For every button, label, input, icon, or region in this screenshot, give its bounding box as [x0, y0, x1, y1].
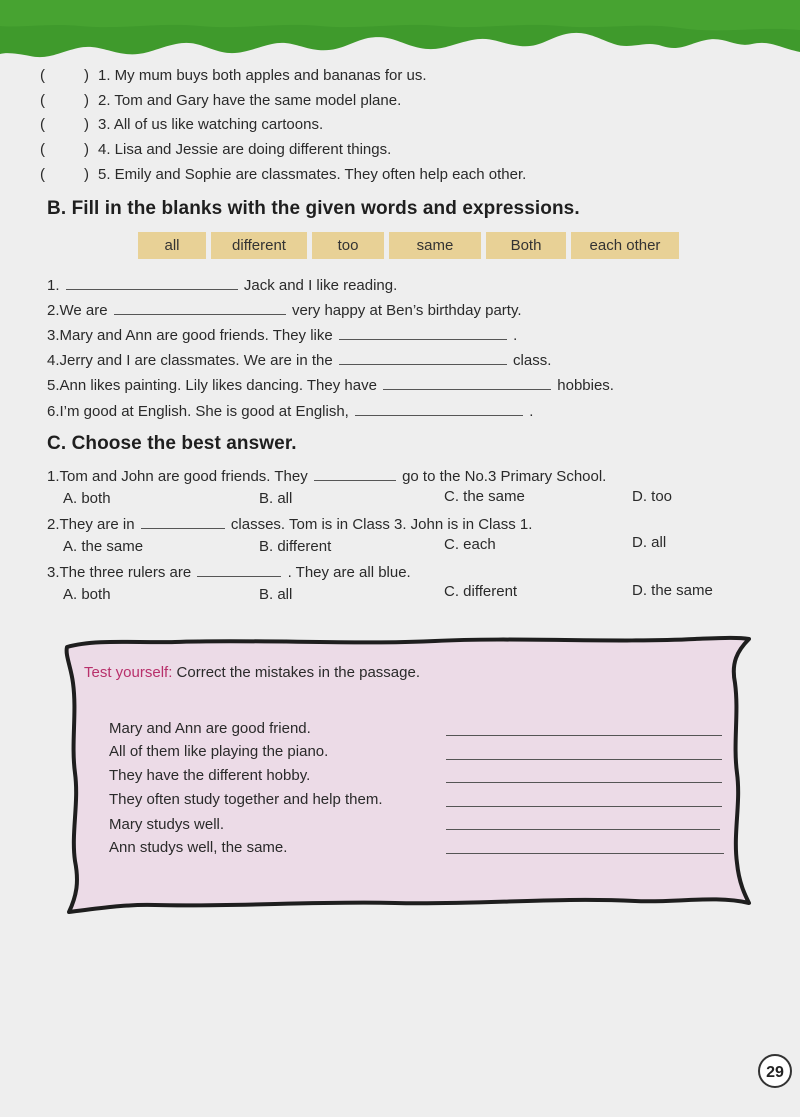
question-suffix: go to the No.3 Primary School.: [402, 468, 607, 485]
fill-suffix: class.: [513, 352, 552, 369]
option-d[interactable]: D. all: [632, 534, 667, 551]
correction-blank[interactable]: [446, 829, 720, 830]
answer-paren-open[interactable]: (: [40, 141, 45, 159]
fill-prefix: 5.Ann likes painting. Lily likes dancing. They have: [47, 377, 377, 394]
answer-paren-close: ): [84, 165, 89, 183]
list-item: [40, 163, 526, 188]
fill-suffix: .: [513, 327, 518, 344]
fill-item: [47, 273, 397, 293]
correction-blank[interactable]: [446, 759, 722, 760]
statement-text: 3. All of us like watching cartoons.: [98, 116, 324, 134]
correction-blank[interactable]: [446, 853, 724, 854]
answer-paren-close: ): [84, 67, 89, 84]
fill-prefix: 4.Jerry and I are classmates. We are in the: [47, 352, 333, 369]
statement-text: 2. Tom and Gary have the same model plane.: [98, 91, 402, 109]
question-prefix: 2.They are in: [47, 516, 135, 533]
section-b-heading: B. Fill in the blanks with the given words and expressions.: [47, 198, 580, 219]
answer-paren-close: ): [84, 141, 89, 159]
statement-text: 4. Lisa and Jessie are doing different things.: [98, 141, 392, 159]
fill-suffix: Jack and I like reading.: [243, 277, 398, 294]
option-b[interactable]: B. different: [259, 538, 332, 555]
word-chip: all: [138, 232, 206, 259]
passage-line: All of them like playing the piano.: [109, 743, 329, 760]
fill-item: [47, 348, 551, 368]
answer-blank[interactable]: [141, 512, 225, 529]
word-chip: each other: [571, 232, 679, 259]
answer-blank[interactable]: [355, 399, 523, 416]
word-chip: too: [312, 232, 384, 259]
answer-blank[interactable]: [314, 464, 396, 481]
fill-suffix: .: [529, 403, 534, 420]
word-chip: different: [211, 232, 307, 259]
test-yourself-instruction: Correct the mistakes in the passage.: [176, 664, 420, 681]
fill-suffix: very happy at Ben’s birthday party.: [291, 302, 522, 319]
question-suffix: classes. Tom is in Class 3. John is in Class 1.: [230, 516, 533, 533]
true-false-list: [40, 64, 526, 187]
fill-item: [47, 323, 517, 343]
fill-prefix: 3.Mary and Ann are good friends. They like: [47, 327, 333, 344]
answer-blank[interactable]: [197, 560, 281, 577]
test-yourself-title: [84, 664, 420, 681]
option-c[interactable]: C. each: [444, 536, 496, 553]
option-d[interactable]: D. too: [632, 488, 673, 505]
statement-text: 1. My mum buys both apples and bananas for us.: [98, 67, 427, 84]
list-item: [40, 113, 526, 138]
fill-item: [47, 373, 614, 393]
question: [47, 512, 532, 532]
answer-blank[interactable]: [339, 348, 507, 365]
answer-blank[interactable]: [114, 298, 286, 315]
answer-paren-open[interactable]: (: [40, 116, 45, 134]
test-yourself-label: Test yourself:: [84, 664, 173, 681]
fill-item: [47, 399, 533, 419]
passage-line: Mary studys well.: [109, 816, 225, 833]
answer-paren-open[interactable]: (: [40, 165, 45, 183]
answer-paren-open[interactable]: (: [40, 91, 45, 109]
passage-line: They have the different hobby.: [109, 767, 311, 784]
answer-blank[interactable]: [339, 323, 507, 340]
correction-blank[interactable]: [446, 806, 722, 807]
fill-item: [47, 298, 522, 318]
question: [47, 464, 606, 484]
section-c-heading: C. Choose the best answer.: [47, 433, 297, 454]
option-c[interactable]: C. the same: [444, 488, 525, 505]
option-b[interactable]: B. all: [259, 490, 293, 507]
passage-line: They often study together and help them.: [109, 791, 383, 808]
question-suffix: . They are all blue.: [287, 564, 411, 581]
fill-prefix: 1.: [47, 277, 60, 294]
list-item: [40, 89, 526, 114]
answer-blank[interactable]: [383, 373, 551, 390]
passage-line: Mary and Ann are good friend.: [109, 720, 311, 737]
answer-paren-open[interactable]: (: [40, 67, 45, 84]
list-item: [40, 138, 526, 163]
answer-paren-close: ): [84, 116, 89, 134]
list-item: [40, 64, 526, 89]
option-c[interactable]: C. different: [444, 583, 518, 600]
fill-prefix: 2.We are: [47, 302, 108, 319]
option-a[interactable]: A. both: [63, 490, 111, 507]
question: [47, 560, 411, 580]
option-b[interactable]: B. all: [259, 586, 293, 603]
passage-line: Ann studys well, the same.: [109, 839, 288, 856]
statement-text: 5. Emily and Sophie are classmates. They often help each other.: [98, 165, 527, 183]
correction-blank[interactable]: [446, 782, 722, 783]
answer-paren-close: ): [84, 91, 89, 109]
question-prefix: 3.The three rulers are: [47, 564, 192, 581]
fill-suffix: hobbies.: [557, 377, 614, 394]
answer-blank[interactable]: [66, 273, 238, 290]
option-a[interactable]: A. the same: [63, 538, 144, 555]
word-chip: same: [389, 232, 481, 259]
correction-blank[interactable]: [446, 735, 722, 736]
question-prefix: 1.Tom and John are good friends. They: [47, 468, 308, 485]
fill-prefix: 6.I’m good at English. She is good at English,: [47, 403, 349, 420]
option-a[interactable]: A. both: [63, 586, 111, 603]
word-bank: [138, 232, 679, 259]
word-chip: Both: [486, 232, 566, 259]
page-number: 29: [758, 1054, 792, 1088]
option-d[interactable]: D. the same: [632, 582, 713, 599]
